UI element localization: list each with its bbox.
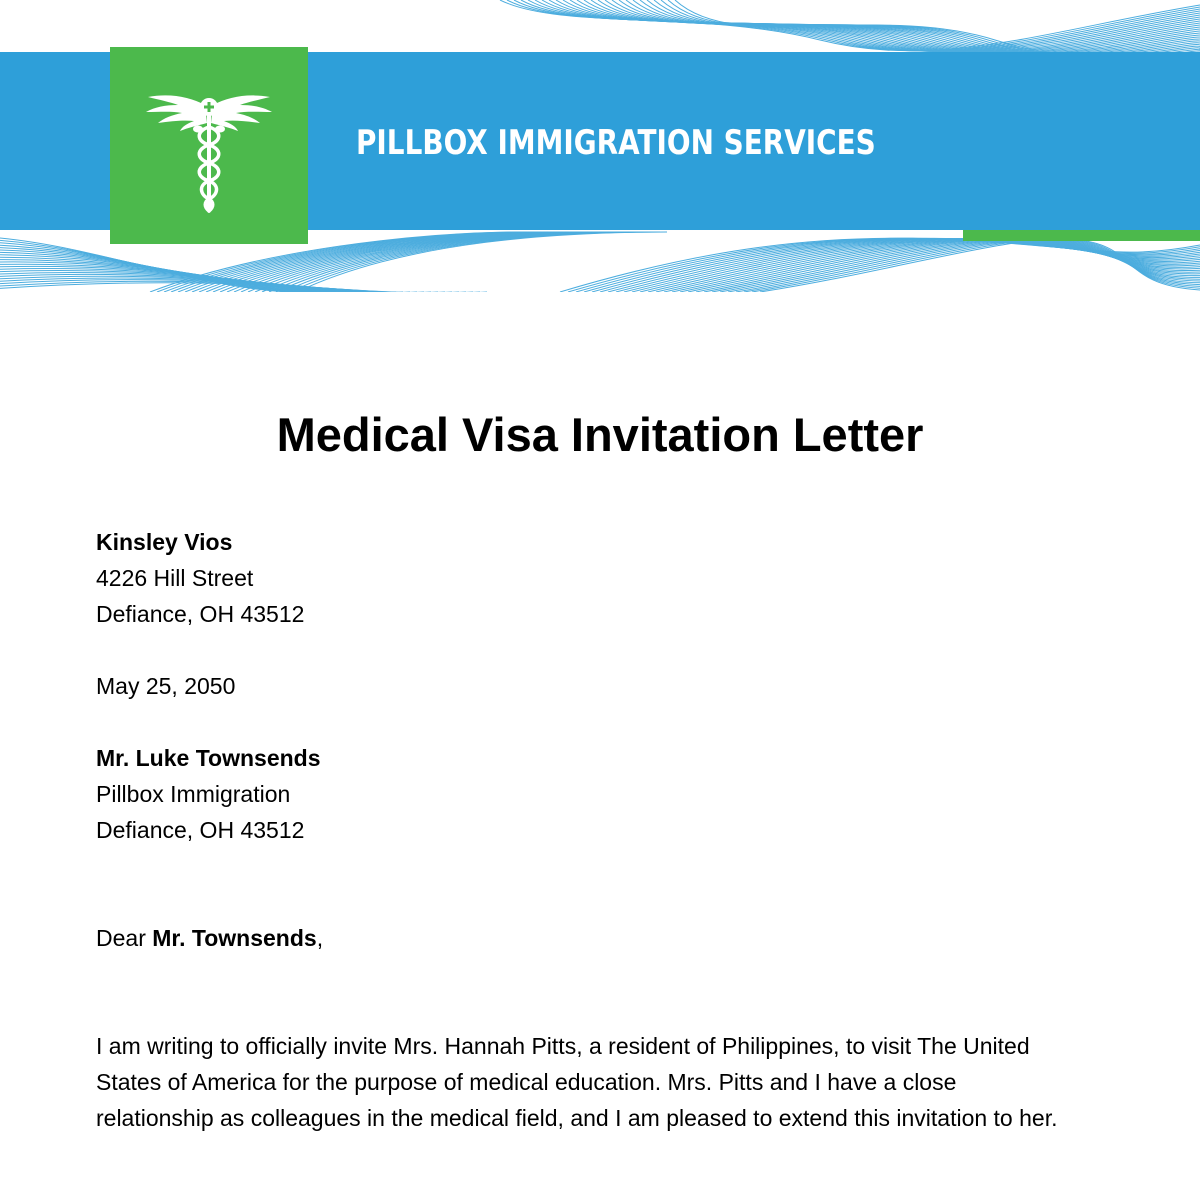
salutation [96, 920, 323, 956]
recipient-name: Mr. Luke Townsends [96, 745, 321, 771]
sender-city: Defiance, OH 43512 [96, 601, 305, 627]
sender-name: Kinsley Vios [96, 529, 233, 555]
sender-address [96, 524, 304, 632]
salutation-suffix: , [316, 925, 324, 951]
salutation-name: Mr. Townsends [152, 925, 317, 951]
letter-title: Medical Visa Invitation Letter [276, 408, 924, 461]
logo [110, 47, 308, 244]
recipient-city: Defiance, OH 43512 [96, 817, 305, 843]
sender-street: 4226 Hill Street [96, 565, 254, 591]
accent-line [963, 230, 1200, 241]
caduceus-icon [110, 47, 308, 244]
salutation-prefix: Dear [96, 925, 153, 951]
company-name: PILLBOX IMMIGRATION SERVICES [356, 123, 876, 163]
body-paragraph: I am writing to officially invite Mrs. Hannah Pitts, a resident of Philippines, to visit The United States of America for the purpose of medical education. Mrs. Pitts and I have a close relationship as colleagues in the medical field, and I am pleased to extend this invitation to her. [96, 1033, 1058, 1131]
recipient-organization: Pillbox Immigration [96, 781, 291, 807]
date-text: May 25, 2050 [96, 673, 236, 699]
letterhead [0, 0, 1200, 292]
recipient-address [96, 740, 321, 848]
letter-date [96, 668, 235, 704]
